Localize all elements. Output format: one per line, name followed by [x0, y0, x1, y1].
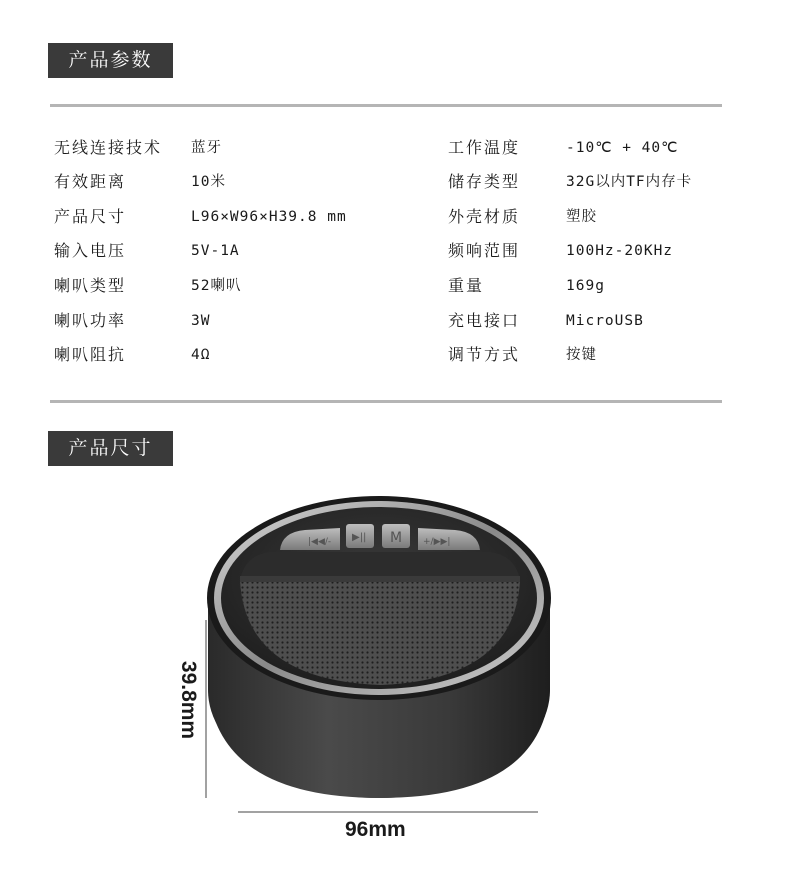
spec-value: 169g — [566, 278, 605, 294]
spec-label: 产品尺寸 — [54, 207, 127, 226]
spec-value: 10米 — [191, 174, 226, 190]
spec-value: 蓝牙 — [191, 140, 222, 156]
width-dimension-label: 96mm — [345, 818, 406, 841]
height-dimension-label: 39.8mm — [177, 660, 200, 740]
spec-value: 32G以内TF内存卡 — [566, 174, 693, 190]
spec-value: 4Ω — [191, 347, 211, 363]
spec-value: 塑胶 — [566, 209, 597, 225]
section-title-size: 产品尺寸 — [48, 431, 173, 466]
spec-label: 充电接口 — [448, 311, 521, 330]
speaker-image — [170, 480, 590, 850]
divider-bottom — [50, 400, 722, 403]
spec-label: 重量 — [448, 276, 485, 295]
spec-value: L96×W96×H39.8 mm — [191, 209, 347, 225]
spec-value: 100Hz-20KHz — [566, 243, 674, 259]
spec-label: 工作温度 — [448, 138, 521, 157]
spec-value: 5V-1A — [191, 243, 240, 259]
spec-label: 外壳材质 — [448, 207, 521, 226]
spec-label: 储存类型 — [448, 172, 521, 191]
spec-label: 喇叭阻抗 — [54, 345, 127, 364]
spec-label: 无线连接技术 — [54, 138, 163, 157]
spec-label: 有效距离 — [54, 172, 127, 191]
spec-label: 频响范围 — [448, 241, 521, 260]
svg-text:▶||: ▶|| — [352, 532, 367, 543]
spec-label: 喇叭功率 — [54, 311, 127, 330]
spec-value: 52喇叭 — [191, 278, 242, 294]
section-title-params: 产品参数 — [48, 43, 173, 78]
spec-value: MicroUSB — [566, 313, 644, 329]
spec-value: 按键 — [566, 347, 597, 363]
mode-button-label: M — [390, 530, 403, 546]
spec-label: 输入电压 — [54, 241, 127, 260]
svg-text:|◀◀/-: |◀◀/- — [308, 537, 332, 547]
spec-value: -10℃ + 40℃ — [566, 140, 679, 156]
svg-text:+/▶▶|: +/▶▶| — [423, 537, 451, 547]
spec-label: 调节方式 — [448, 345, 521, 364]
divider-top — [50, 104, 722, 107]
spec-label: 喇叭类型 — [54, 276, 127, 295]
spec-value: 3W — [191, 313, 211, 329]
